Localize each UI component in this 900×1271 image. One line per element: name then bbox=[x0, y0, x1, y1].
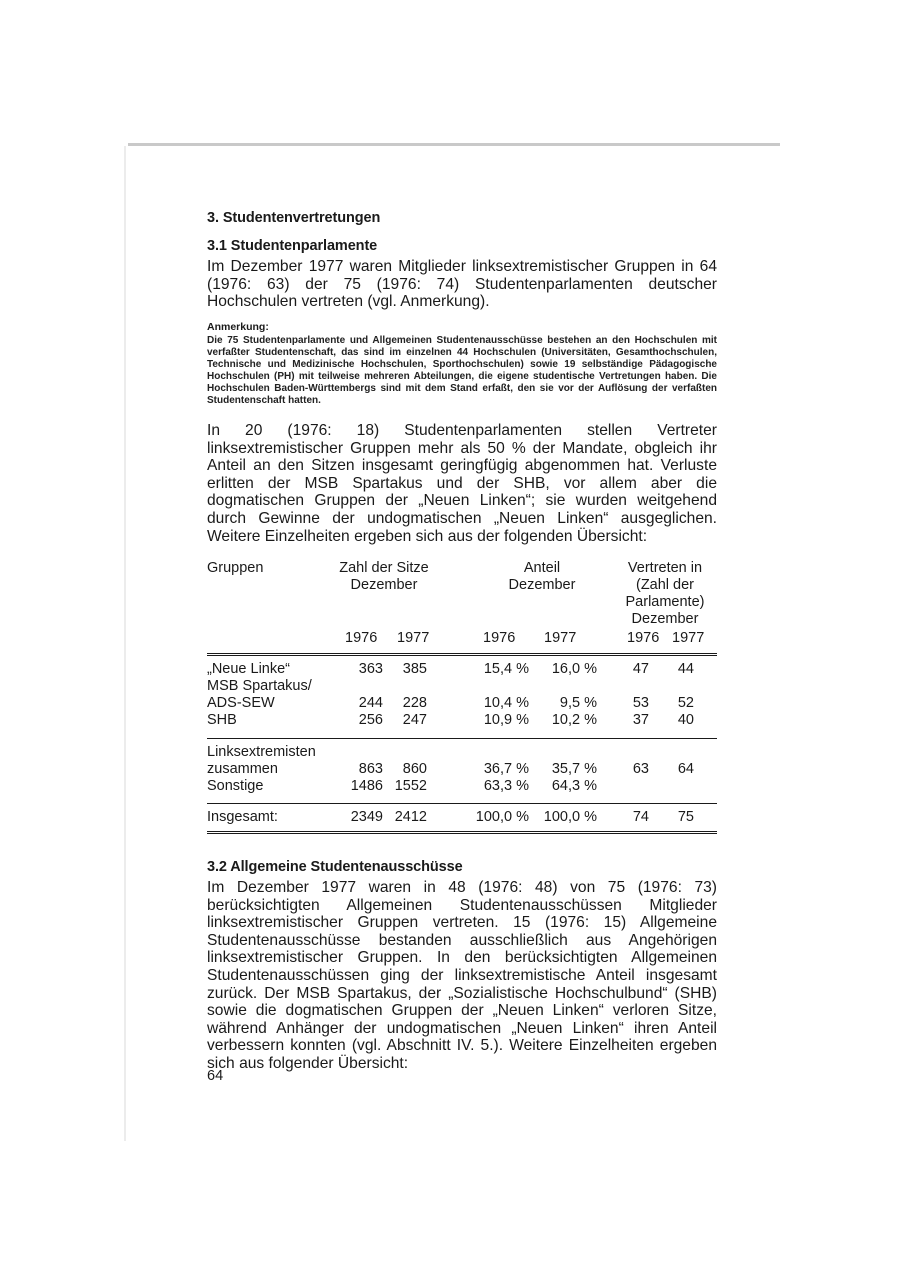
header-gruppen: Gruppen bbox=[207, 560, 264, 576]
year-vertreten-1977: 1977 bbox=[672, 630, 705, 646]
note-label: Anmerkung: bbox=[207, 321, 269, 333]
cell-anteil-1977: 35,7 % bbox=[551, 761, 597, 777]
row-label-line1: MSB Spartakus/ bbox=[207, 678, 312, 694]
cell-sitze-1977: 2412 bbox=[394, 809, 427, 825]
year-vertreten-1976: 1976 bbox=[627, 630, 660, 646]
table-rule bbox=[207, 738, 717, 739]
header-anteil: Anteil bbox=[523, 560, 561, 576]
cell-vertreten-1977: 52 bbox=[677, 695, 694, 711]
section-heading: 3. Studentenvertretungen bbox=[207, 210, 381, 226]
row-label: SHB bbox=[207, 712, 237, 728]
cell-vertreten-1977: 44 bbox=[677, 661, 694, 677]
header-vertreten-sub2: Parlamente) bbox=[625, 594, 705, 610]
cell-anteil-1977: 10,2 % bbox=[551, 712, 597, 728]
year-anteil-1976: 1976 bbox=[483, 630, 516, 646]
subsection-heading-asta: 3.2 Allgemeine Studentenausschüsse bbox=[207, 859, 463, 875]
paragraph-intro: Im Dezember 1977 waren Mitglieder linksextremistischer Gruppen in 64 (1976: 63) der 75 (1976: 74) Studentenparlamenten deutscher Hochschulen vertreten (vgl. Anmerkung). bbox=[207, 258, 717, 311]
cell-anteil-1976: 10,9 % bbox=[483, 712, 529, 728]
year-sitze-1977: 1977 bbox=[397, 630, 430, 646]
cell-anteil-1976: 10,4 % bbox=[483, 695, 529, 711]
cell-sitze-1977: 247 bbox=[402, 712, 427, 728]
row-label: Sonstige bbox=[207, 778, 264, 794]
paragraph-details: In 20 (1976: 18) Studentenparlamenten stellen Vertreter linksextremistischer Gruppen mehr als 50 % der Mandate, obgleich ihr Anteil an den Sitzen insgesamt geringfügig abgenommen hat. Verluste erlitten der MSB Spartakus und der SHB, vor allem aber die dogmatischen Gruppen der „Neuen Linken“; sie wurden weitgehend durch Gewinne der undogmatischen „Neuen Linken“ ausgeglichen. Weitere Einzelheiten ergeben sich aus der folgenden Übersicht: bbox=[207, 422, 717, 545]
cell-sitze-1977: 385 bbox=[402, 661, 427, 677]
scan-edge-top bbox=[128, 143, 780, 146]
cell-sitze-1976: 244 bbox=[358, 695, 383, 711]
cell-sitze-1976: 1486 bbox=[350, 778, 383, 794]
cell-sitze-1977: 860 bbox=[402, 761, 427, 777]
cell-vertreten-1977: 40 bbox=[677, 712, 694, 728]
cell-anteil-1977: 64,3 % bbox=[551, 778, 597, 794]
row-label-total: Insgesamt: bbox=[207, 809, 278, 825]
table-rule bbox=[207, 803, 717, 804]
cell-sitze-1976: 256 bbox=[358, 712, 383, 728]
cell-vertreten-1977: 64 bbox=[677, 761, 694, 777]
header-sitze: Zahl der Sitze bbox=[339, 560, 429, 576]
cell-vertreten-1976: 74 bbox=[632, 809, 649, 825]
cell-sitze-1976: 2349 bbox=[350, 809, 383, 825]
cell-vertreten-1977: 75 bbox=[677, 809, 694, 825]
cell-vertreten-1976: 53 bbox=[632, 695, 649, 711]
cell-sitze-1976: 863 bbox=[358, 761, 383, 777]
row-label: „Neue Linke“ bbox=[207, 661, 291, 677]
table-rule bbox=[207, 653, 717, 654]
header-vertreten-month: Dezember bbox=[631, 611, 699, 627]
cell-sitze-1977: 1552 bbox=[394, 778, 427, 794]
cell-vertreten-1976: 63 bbox=[632, 761, 649, 777]
cell-anteil-1977: 16,0 % bbox=[551, 661, 597, 677]
header-vertreten: Vertreten in bbox=[627, 560, 703, 576]
cell-anteil-1976: 15,4 % bbox=[483, 661, 529, 677]
cell-anteil-1976: 63,3 % bbox=[483, 778, 529, 794]
header-sitze-month: Dezember bbox=[350, 577, 418, 593]
cell-anteil-1977: 100,0 % bbox=[543, 809, 597, 825]
header-vertreten-sub1: (Zahl der bbox=[635, 577, 695, 593]
scan-edge-left bbox=[124, 146, 126, 1141]
row-label: ADS-SEW bbox=[207, 695, 275, 711]
year-sitze-1976: 1976 bbox=[345, 630, 378, 646]
cell-sitze-1977: 228 bbox=[402, 695, 427, 711]
note-text: Die 75 Studentenparlamente und Allgemeinen Studentenausschüsse bestehen an den Hochschulen mit verfaßter Studentenschaft, das sind im einzelnen 44 Hochschulen (Universitäten, Gesamthochschulen, Technische und Medizinische Hochschulen, Sporthochschulen) sowie 19 selbständige Pädagogische Hochschulen (PH) mit teilweise mehreren Abteilungen, die eigene studentische Vertretungen haben. Die Hochschulen Baden-Württembergs sind mit dem Stand erfaßt, den sie vor der Auflösung der verfaßten Studentenschaft hatten. bbox=[207, 335, 717, 407]
cell-vertreten-1976: 37 bbox=[632, 712, 649, 728]
table-rule bbox=[207, 833, 717, 834]
paragraph-asta: Im Dezember 1977 waren in 48 (1976: 48) von 75 (1976: 73) berücksichtigten Allgemeinen Studentenausschüssen Mitglieder linksextremistischer Gruppen vertreten. 15 (1976: 15) Allgemeine Studentenausschüsse bestanden ausschließlich aus Angehörigen linksextremistischer Gruppen. In den berücksichtigten Allgemeinen Studentenausschüssen ging der linksextremistische Anteil insgesamt zurück. Der MSB Spartakus, der „Sozialistische Hochschulbund“ (SHB) sowie die dogmatischen Gruppen der „Neuen Linken“ verloren Sitze, während Anhänger der undogmatischen „Neuen Linken“ ihren Anteil verbessern konnten (vgl. Abschnitt IV. 5.). Weitere Einzelheiten ergeben sich aus folgender Übersicht: bbox=[207, 879, 717, 1072]
year-anteil-1977: 1977 bbox=[544, 630, 577, 646]
row-label: zusammen bbox=[207, 761, 278, 777]
cell-vertreten-1976: 47 bbox=[632, 661, 649, 677]
header-anteil-month: Dezember bbox=[508, 577, 576, 593]
cell-anteil-1976: 100,0 % bbox=[475, 809, 529, 825]
table-rule bbox=[207, 655, 717, 656]
cell-sitze-1976: 363 bbox=[358, 661, 383, 677]
page-number: 64 bbox=[207, 1068, 224, 1084]
cell-anteil-1976: 36,7 % bbox=[483, 761, 529, 777]
cell-anteil-1977: 9,5 % bbox=[559, 695, 597, 711]
table-rule bbox=[207, 831, 717, 832]
subsection-heading-studentenparlamente: 3.1 Studentenparlamente bbox=[207, 238, 378, 254]
row-label-line1: Linksextremisten bbox=[207, 744, 316, 760]
